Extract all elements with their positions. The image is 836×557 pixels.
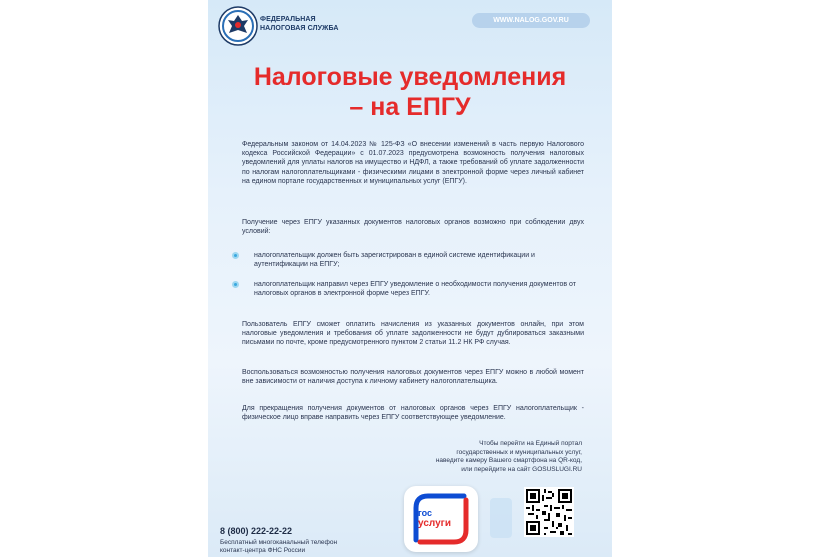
smartphone-icon: [490, 498, 512, 538]
hotline-description: [220, 539, 390, 555]
qr-instructions: [362, 440, 582, 474]
paragraph-conditions: Получение через ЕПГУ указанных документов налоговых органов возможно при соблюдении двух условий:: [242, 219, 584, 236]
hotline-phone[interactable]: 8 (800) 222-22-22: [220, 526, 293, 536]
website-link[interactable]: WWW.NALOG.GOV.RU: [472, 13, 590, 28]
paragraph-payment: Пользователь ЕПГУ сможет оплатить начисления из указанных документов онлайн, при этом налоговые уведомления и требования об уплате задолженности не будут дублироваться заказными письмами по почте, кроме предусмотренного пунктом 2 статьи 11.2 НК РФ случая.: [242, 321, 584, 347]
agency-name: [260, 15, 360, 33]
gosuslugi-text-gos: гос: [418, 508, 433, 518]
poster: [208, 0, 612, 557]
page-title: [208, 62, 612, 122]
gosuslugi-text-uslugi: услуги: [418, 518, 451, 529]
agency-line1: ФЕДЕРАЛЬНАЯ: [260, 16, 316, 23]
qr-note-line4[interactable]: или перейдите на сайт GOSUSLUGI.RU: [461, 465, 582, 473]
paragraph-availability: Воспользоваться возможностью получения налоговых документов через ЕПГУ можно в любой момент вне зависимости от наличия доступа к личному кабинету налогоплательщика.: [242, 369, 584, 386]
gosuslugi-logo[interactable]: [404, 486, 478, 552]
title-line1: Налоговые уведомления: [253, 63, 567, 91]
qr-note-line2: государственных и муниципальных услуг,: [456, 448, 582, 456]
bullet-dot-icon: [232, 281, 239, 288]
hotline-desc-line1: Бесплатный многоканальный телефон: [220, 539, 338, 546]
qr-note-line3: наведите камеру Вашего смартфона на QR-код,: [435, 457, 582, 465]
title-line2: – на ЕПГУ: [349, 93, 471, 121]
paragraph-termination: Для прекращения получения документов от налоговых органов через ЕПГУ налогоплательщик - физическое лицо вправе направить через ЕПГУ соответствующее уведомление.: [242, 405, 584, 422]
bullet-dot-icon: [232, 252, 239, 259]
condition-text-2: налогоплательщик направил через ЕПГУ уведомление о необходимости получения документов от налоговых органов в электронной форме через ЕПГУ.: [254, 281, 576, 298]
qr-code[interactable]: [524, 487, 574, 537]
hotline-desc-line2: контакт-центра ФНС России: [220, 547, 306, 554]
agency-line2: НАЛОГОВАЯ СЛУЖБА: [260, 25, 339, 32]
condition-text-1: налогоплательщик должен быть зарегистрирован в единой системе идентификации и аутентификации на ЕПГУ;: [254, 252, 535, 269]
fns-emblem-icon: [218, 6, 258, 46]
paragraph-law: Федеральным законом от 14.04.2023 № 125-ФЗ «О внесении изменений в часть первую Налогового кодекса Российской Федерации» с 01.07.2023 предусмотрена возможность получения налоговых уведомлений для уплаты налогов на имущество и НДФЛ, а также требований об уплате задолженности по налогам налогоплательщиками - физическими лицами в электронной форме через личный кабинет на едином портале государственных и муниципальных услуг (ЕПГУ).: [242, 141, 584, 185]
qr-note-line1: Чтобы перейти на Единый портал: [479, 440, 582, 447]
